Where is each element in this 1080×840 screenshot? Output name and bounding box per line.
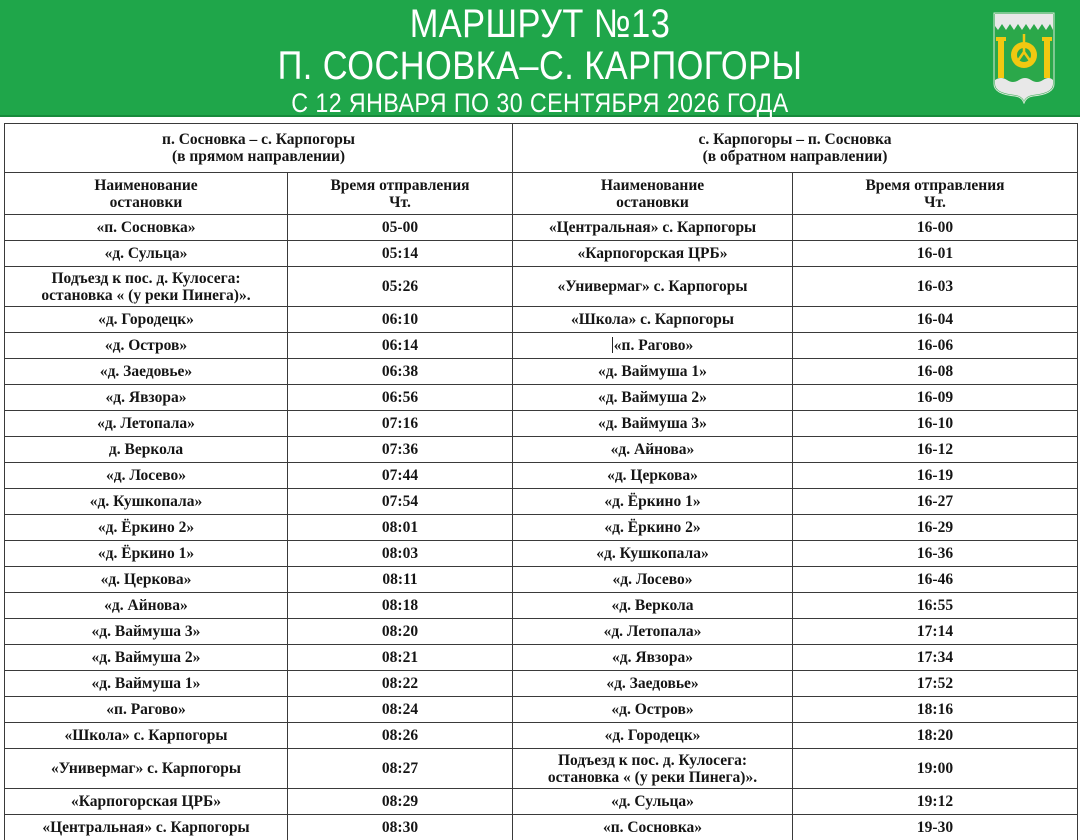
stop-name: «Школа» с. Карпогоры (571, 311, 734, 328)
stop-name: «д. Кушкопала» (89, 493, 203, 510)
table-row (5, 333, 1078, 359)
table-row (5, 411, 1078, 437)
stop-name: «д. Ваймуша 2» (598, 389, 707, 406)
reverse-time-cell: 16-29 (793, 515, 1078, 541)
stop-name: «д. Церкова» (607, 467, 698, 484)
stop-name: «д. Ваймуша 3» (598, 415, 707, 432)
reverse-stop-cell (513, 815, 793, 840)
schedule-table-container (4, 123, 1077, 840)
stop-name: «д. Ёркино 2» (97, 519, 195, 536)
header-label: остановки (109, 193, 183, 211)
forward-stop-cell (5, 333, 288, 359)
reverse-time-cell: 19:12 (793, 789, 1078, 815)
forward-time-cell: 05:26 (288, 267, 513, 307)
reverse-direction-subtitle: (в обратном направлении) (702, 148, 888, 165)
reverse-stop-cell (513, 359, 793, 385)
forward-stop-cell (5, 789, 288, 815)
coat-of-arms-icon (993, 12, 1055, 104)
table-row (5, 307, 1078, 333)
reverse-time-cell: 16-04 (793, 307, 1078, 333)
forward-time-cell: 08:27 (288, 749, 513, 789)
reverse-stop-cell (513, 567, 793, 593)
forward-time-cell: 08:01 (288, 515, 513, 541)
stop-name: «д. Лосево» (612, 571, 693, 588)
table-row (5, 463, 1078, 489)
reverse-stop-column-header (513, 173, 793, 215)
forward-stop-cell (5, 749, 288, 789)
header-label: Чт. (389, 193, 411, 211)
reverse-stop-cell (513, 489, 793, 515)
table-row (5, 489, 1078, 515)
forward-direction-title: п. Сосновка – с. Карпогоры (162, 131, 355, 148)
reverse-time-cell: 16-46 (793, 567, 1078, 593)
reverse-stop-cell (513, 593, 793, 619)
stop-name: «Школа» с. Карпогоры (64, 727, 228, 744)
validity-period: С 12 ЯНВАРЯ ПО 30 СЕНТЯБРЯ 2026 ГОДА (291, 88, 789, 118)
direction-header-row (5, 124, 1078, 173)
reverse-time-cell: 16-08 (793, 359, 1078, 385)
forward-time-cell: 08:11 (288, 567, 513, 593)
stop-name-line: остановка « (у реки Пинега)». (547, 768, 758, 786)
table-row (5, 567, 1078, 593)
forward-time-cell: 08:21 (288, 645, 513, 671)
forward-time-cell: 05:14 (288, 241, 513, 267)
stop-name: «д. Городецк» (604, 727, 701, 744)
forward-time-cell: 07:44 (288, 463, 513, 489)
table-row (5, 671, 1078, 697)
route-number-title: МАРШРУТ №13 (409, 2, 671, 46)
table-row (5, 241, 1078, 267)
table-row (5, 515, 1078, 541)
stop-name: «д. Явзора» (105, 389, 187, 406)
stop-name: «д. Лосево» (106, 467, 186, 484)
reverse-time-cell: 16-19 (793, 463, 1078, 489)
table-row (5, 723, 1078, 749)
stop-name: «Универмаг» с. Карпогоры (50, 760, 242, 777)
table-row (5, 697, 1078, 723)
stop-name: «д. Айнова» (104, 597, 188, 614)
forward-time-cell: 08:18 (288, 593, 513, 619)
forward-stop-cell (5, 241, 288, 267)
forward-stop-cell (5, 267, 288, 307)
forward-time-cell: 08:22 (288, 671, 513, 697)
forward-time-cell: 06:56 (288, 385, 513, 411)
forward-time-cell: 06:38 (288, 359, 513, 385)
reverse-stop-cell (513, 463, 793, 489)
forward-time-cell: 07:36 (288, 437, 513, 463)
forward-time-cell: 05-00 (288, 215, 513, 241)
stop-name: «д. Летопала» (97, 415, 195, 432)
reverse-time-cell: 18:16 (793, 697, 1078, 723)
forward-stop-cell (5, 515, 288, 541)
forward-time-cell: 08:29 (288, 789, 513, 815)
stop-name: «Карпогорская ЦРБ» (71, 793, 221, 810)
stop-name: «д. Заедовье» (99, 363, 193, 380)
table-row (5, 645, 1078, 671)
reverse-time-cell: 16-12 (793, 437, 1078, 463)
reverse-stop-cell (513, 541, 793, 567)
forward-stop-cell (5, 437, 288, 463)
reverse-time-cell: 16-36 (793, 541, 1078, 567)
stop-name: «Карпогорская ЦРБ» (577, 245, 728, 262)
text-cursor (612, 337, 613, 353)
forward-stop-cell (5, 619, 288, 645)
header-label: Время отправления (865, 176, 1005, 194)
forward-time-cell: 08:20 (288, 619, 513, 645)
stop-name: «Центральная» с. Карпогоры (42, 819, 250, 836)
stop-name: «п. Рагово» (106, 701, 186, 718)
forward-stop-cell (5, 815, 288, 840)
forward-stop-cell (5, 723, 288, 749)
table-row (5, 815, 1078, 840)
table-row (5, 593, 1078, 619)
reverse-time-cell: 17:14 (793, 619, 1078, 645)
reverse-stop-cell (513, 619, 793, 645)
column-header-row (5, 173, 1078, 215)
reverse-direction-title: с. Карпогоры – п. Сосновка (698, 131, 892, 148)
reverse-stop-cell (513, 241, 793, 267)
table-row (5, 215, 1078, 241)
reverse-stop-cell (513, 411, 793, 437)
reverse-stop-cell (513, 645, 793, 671)
reverse-time-cell: 17:52 (793, 671, 1078, 697)
forward-stop-cell (5, 463, 288, 489)
forward-stop-cell (5, 567, 288, 593)
forward-stop-cell (5, 593, 288, 619)
forward-time-cell: 06:10 (288, 307, 513, 333)
forward-direction-subtitle: (в прямом направлении) (171, 148, 346, 165)
forward-time-cell: 07:16 (288, 411, 513, 437)
stop-name: «п. Сосновка» (96, 219, 196, 236)
reverse-time-cell: 16-00 (793, 215, 1078, 241)
reverse-stop-cell (513, 333, 793, 359)
forward-time-cell: 08:30 (288, 815, 513, 840)
forward-time-cell: 08:24 (288, 697, 513, 723)
reverse-stop-cell (513, 385, 793, 411)
stop-name: «п. Сосновка» (602, 819, 703, 836)
schedule-table (4, 123, 1078, 840)
stop-name: «д. Заедовье» (606, 675, 699, 692)
stop-name: «д. Церкова» (100, 571, 192, 588)
stop-name: «д. Ёркино 1» (97, 545, 195, 562)
stop-name: д. Веркола (108, 441, 184, 458)
reverse-stop-cell (513, 671, 793, 697)
forward-stop-cell (5, 359, 288, 385)
reverse-time-cell: 16-10 (793, 411, 1078, 437)
reverse-stop-cell (513, 437, 793, 463)
forward-stop-cell (5, 307, 288, 333)
forward-time-cell: 07:54 (288, 489, 513, 515)
stop-name: «п. Рагово» (613, 337, 694, 354)
table-row (5, 541, 1078, 567)
forward-time-column-header (288, 173, 513, 215)
stop-name: «д. Сульца» (104, 245, 188, 262)
stop-name: «Центральная» с. Карпогоры (548, 219, 757, 236)
stop-name: «д. Летопала» (603, 623, 702, 640)
header-label: Время отправления (330, 176, 470, 194)
reverse-stop-cell (513, 789, 793, 815)
forward-stop-cell (5, 697, 288, 723)
reverse-time-cell: 16-06 (793, 333, 1078, 359)
reverse-time-cell: 16-27 (793, 489, 1078, 515)
route-endpoints-title: П. СОСНОВКА–С. КАРПОГОРЫ (277, 44, 803, 88)
table-row (5, 385, 1078, 411)
reverse-time-cell: 18:20 (793, 723, 1078, 749)
forward-stop-cell (5, 541, 288, 567)
table-row (5, 267, 1078, 307)
stop-name: «д. Ваймуша 2» (91, 649, 201, 666)
stop-name-line: остановка « (у реки Пинега)». (41, 286, 251, 304)
forward-time-cell: 06:14 (288, 333, 513, 359)
reverse-direction-header (513, 124, 1078, 173)
forward-stop-column-header (5, 173, 288, 215)
stop-name: «д. Ваймуша 1» (91, 675, 201, 692)
table-row (5, 619, 1078, 645)
reverse-time-cell: 16-09 (793, 385, 1078, 411)
reverse-time-cell: 19:00 (793, 749, 1078, 789)
stop-name: «д. Остров» (611, 701, 694, 718)
table-row (5, 437, 1078, 463)
stop-name-line: Подъезд к пос. д. Кулосега: (51, 269, 241, 287)
forward-stop-cell (5, 215, 288, 241)
reverse-time-cell: 17:34 (793, 645, 1078, 671)
forward-direction-header (5, 124, 513, 173)
reverse-stop-cell (513, 697, 793, 723)
forward-stop-cell (5, 671, 288, 697)
reverse-time-cell: 16:55 (793, 593, 1078, 619)
stop-name: «д. Ваймуша 1» (598, 363, 707, 380)
header-label: остановки (616, 193, 689, 211)
stop-name: «д. Явзора» (612, 649, 693, 666)
forward-stop-cell (5, 645, 288, 671)
stop-name: «Универмаг» с. Карпогоры (557, 278, 748, 295)
table-row (5, 359, 1078, 385)
reverse-stop-cell (513, 749, 793, 789)
stop-name: «д. Ёркино 1» (604, 493, 701, 510)
stop-name: «д. Остров» (104, 337, 188, 354)
header-label: Наименование (94, 176, 198, 194)
reverse-time-cell: 16-03 (793, 267, 1078, 307)
reverse-stop-cell (513, 723, 793, 749)
table-row (5, 749, 1078, 789)
stop-name-line: Подъезд к пос. д. Кулосега: (557, 751, 748, 769)
stop-name: «д. Ваймуша 3» (91, 623, 201, 640)
forward-stop-cell (5, 385, 288, 411)
forward-stop-cell (5, 489, 288, 515)
reverse-stop-cell (513, 515, 793, 541)
forward-stop-cell (5, 411, 288, 437)
reverse-stop-cell (513, 307, 793, 333)
stop-name: «д. Сульца» (611, 793, 694, 810)
stop-name: «д. Ёркино 2» (604, 519, 701, 536)
reverse-time-cell: 19-30 (793, 815, 1078, 840)
table-row (5, 789, 1078, 815)
header-banner (0, 0, 1080, 117)
stop-name: «д. Кушкопала» (596, 545, 709, 562)
reverse-stop-cell (513, 267, 793, 307)
header-title (76, 4, 1005, 118)
stop-name: «д. Айнова» (610, 441, 695, 458)
stop-name: «д. Веркола (611, 597, 694, 614)
forward-time-cell: 08:26 (288, 723, 513, 749)
header-label: Чт. (924, 193, 946, 211)
reverse-stop-cell (513, 215, 793, 241)
stop-name: «д. Городецк» (98, 311, 194, 328)
header-label: Наименование (600, 176, 705, 194)
forward-time-cell: 08:03 (288, 541, 513, 567)
reverse-time-column-header (793, 173, 1078, 215)
reverse-time-cell: 16-01 (793, 241, 1078, 267)
